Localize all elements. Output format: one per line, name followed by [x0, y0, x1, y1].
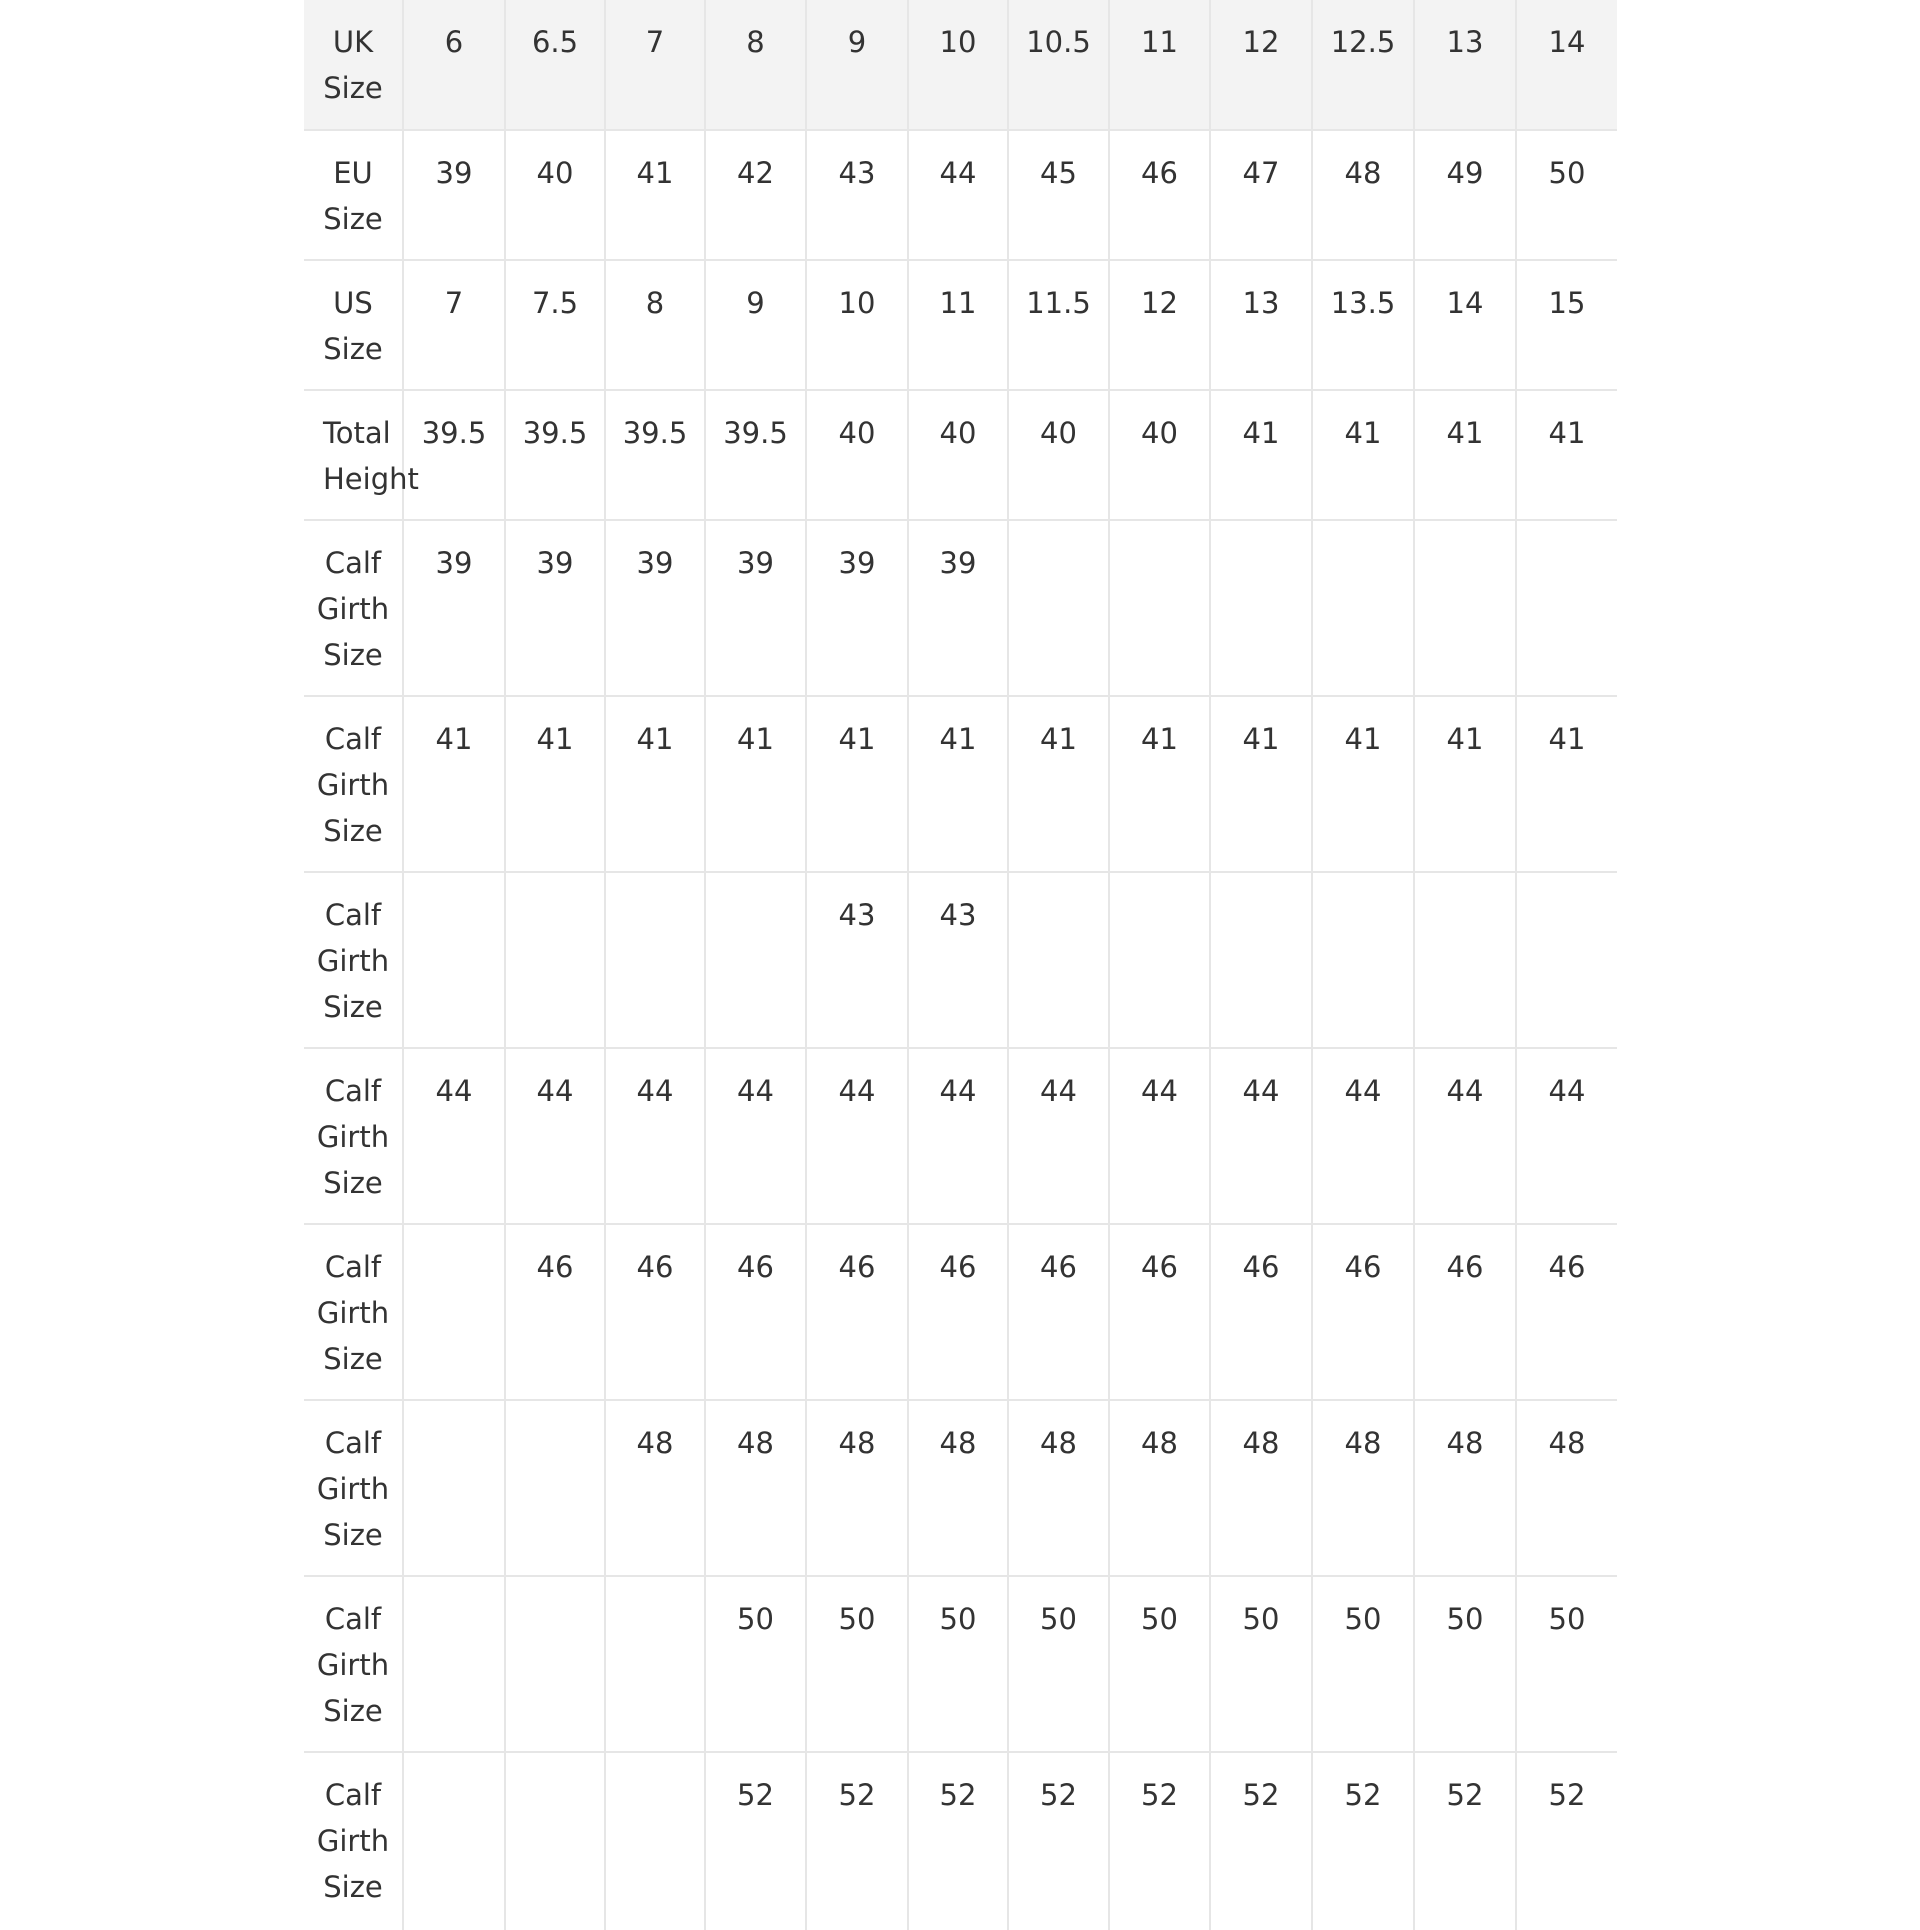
table-cell: 12.5	[1312, 0, 1414, 130]
table-cell	[1109, 872, 1210, 1048]
table-cell: 52	[1312, 1752, 1414, 1930]
table-cell: 46	[1109, 130, 1210, 260]
table-cell: 44	[1210, 1048, 1312, 1224]
table-cell: 44	[705, 1048, 806, 1224]
table-cell: 40	[908, 390, 1008, 520]
table-cell: 14	[1414, 260, 1516, 390]
table-cell: 10	[908, 0, 1008, 130]
table-cell: 45	[1008, 130, 1109, 260]
table-cell	[1312, 872, 1414, 1048]
table-cell: 41	[1109, 696, 1210, 872]
row-label: Calf Girth Size	[304, 1048, 403, 1224]
table-cell: 41	[1210, 696, 1312, 872]
table-cell	[605, 872, 705, 1048]
table-cell: 46	[1008, 1224, 1109, 1400]
table-cell: 52	[1414, 1752, 1516, 1930]
table-cell: 50	[1008, 1576, 1109, 1752]
table-cell: 49	[1414, 130, 1516, 260]
uk-size-row	[304, 0, 1617, 130]
table-cell	[403, 872, 505, 1048]
row-label: EU Size	[304, 130, 403, 260]
table-cell	[505, 1752, 605, 1930]
table-cell: 50	[806, 1576, 908, 1752]
table-cell: 39	[505, 520, 605, 696]
table-cell	[1109, 520, 1210, 696]
row-label: Calf Girth Size	[304, 1224, 403, 1400]
table-cell: 50	[1516, 1576, 1617, 1752]
table-cell: 39.5	[505, 390, 605, 520]
row-label: UK Size	[304, 0, 403, 130]
table-cell: 39	[705, 520, 806, 696]
table-cell: 41	[605, 696, 705, 872]
row-label: Calf Girth Size	[304, 1400, 403, 1576]
table-cell: 40	[806, 390, 908, 520]
table-cell: 50	[705, 1576, 806, 1752]
table-cell: 6	[403, 0, 505, 130]
table-cell: 52	[1008, 1752, 1109, 1930]
table-cell: 9	[705, 260, 806, 390]
table-cell: 7	[403, 260, 505, 390]
table-cell: 52	[1109, 1752, 1210, 1930]
table-cell: 41	[403, 696, 505, 872]
table-cell: 52	[705, 1752, 806, 1930]
table-cell: 50	[1414, 1576, 1516, 1752]
table-cell: 46	[1210, 1224, 1312, 1400]
table-cell: 41	[1414, 696, 1516, 872]
table-cell	[1516, 520, 1617, 696]
table-cell	[403, 1752, 505, 1930]
table-cell: 48	[1109, 1400, 1210, 1576]
table-cell: 48	[1312, 130, 1414, 260]
table-cell: 44	[605, 1048, 705, 1224]
table-cell: 52	[806, 1752, 908, 1930]
table-cell: 7.5	[505, 260, 605, 390]
table-cell: 41	[806, 696, 908, 872]
table-cell: 50	[1109, 1576, 1210, 1752]
table-cell: 50	[1516, 130, 1617, 260]
table-cell: 44	[908, 1048, 1008, 1224]
table-cell: 41	[1516, 390, 1617, 520]
table-cell: 41	[505, 696, 605, 872]
table-cell	[505, 1576, 605, 1752]
table-cell: 46	[605, 1224, 705, 1400]
table-cell: 41	[605, 130, 705, 260]
table-cell: 48	[605, 1400, 705, 1576]
table-cell: 13.5	[1312, 260, 1414, 390]
table-cell: 41	[1516, 696, 1617, 872]
table-cell: 40	[1109, 390, 1210, 520]
table-cell: 41	[705, 696, 806, 872]
size-chart-table	[304, 0, 1617, 1930]
table-cell: 41	[1008, 696, 1109, 872]
table-cell	[1008, 520, 1109, 696]
table-cell	[1008, 872, 1109, 1048]
calf-girth-row-50	[304, 1576, 1617, 1752]
size-chart-body	[304, 0, 1617, 1930]
table-cell: 52	[908, 1752, 1008, 1930]
table-cell: 52	[1210, 1752, 1312, 1930]
table-cell: 46	[505, 1224, 605, 1400]
table-cell: 46	[1312, 1224, 1414, 1400]
table-cell: 39.5	[705, 390, 806, 520]
table-cell: 44	[403, 1048, 505, 1224]
table-cell	[505, 872, 605, 1048]
table-cell: 50	[1210, 1576, 1312, 1752]
table-cell	[605, 1752, 705, 1930]
table-cell: 52	[1516, 1752, 1617, 1930]
table-cell	[1414, 520, 1516, 696]
table-cell: 48	[1414, 1400, 1516, 1576]
table-cell: 47	[1210, 130, 1312, 260]
table-cell: 39	[403, 520, 505, 696]
table-cell: 48	[1210, 1400, 1312, 1576]
table-cell: 48	[1516, 1400, 1617, 1576]
table-cell: 9	[806, 0, 908, 130]
table-cell	[403, 1400, 505, 1576]
calf-girth-row-41	[304, 696, 1617, 872]
table-cell: 43	[908, 872, 1008, 1048]
total-height-row	[304, 390, 1617, 520]
calf-girth-row-43	[304, 872, 1617, 1048]
calf-girth-row-46	[304, 1224, 1617, 1400]
table-cell: 40	[505, 130, 605, 260]
calf-girth-row-48	[304, 1400, 1617, 1576]
table-cell	[1312, 520, 1414, 696]
table-cell: 15	[1516, 260, 1617, 390]
table-cell: 48	[806, 1400, 908, 1576]
table-cell: 13	[1414, 0, 1516, 130]
table-cell: 43	[806, 130, 908, 260]
row-label: US Size	[304, 260, 403, 390]
us-size-row	[304, 260, 1617, 390]
row-label: Calf Girth Size	[304, 696, 403, 872]
table-cell: 44	[1312, 1048, 1414, 1224]
table-cell: 39	[806, 520, 908, 696]
table-cell: 46	[1516, 1224, 1617, 1400]
table-cell: 12	[1109, 260, 1210, 390]
table-cell: 44	[505, 1048, 605, 1224]
table-cell: 44	[1516, 1048, 1617, 1224]
table-cell	[1210, 872, 1312, 1048]
table-cell	[403, 1576, 505, 1752]
table-cell: 48	[1312, 1400, 1414, 1576]
table-cell: 13	[1210, 260, 1312, 390]
table-cell	[1516, 872, 1617, 1048]
table-cell: 46	[806, 1224, 908, 1400]
table-cell: 8	[605, 260, 705, 390]
table-cell: 14	[1516, 0, 1617, 130]
table-cell: 11	[1109, 0, 1210, 130]
table-cell: 43	[806, 872, 908, 1048]
table-cell: 46	[1414, 1224, 1516, 1400]
table-cell: 41	[1414, 390, 1516, 520]
table-cell	[505, 1400, 605, 1576]
calf-girth-row-52	[304, 1752, 1617, 1930]
table-cell: 39.5	[605, 390, 705, 520]
table-cell: 48	[705, 1400, 806, 1576]
table-cell: 8	[705, 0, 806, 130]
table-cell: 10.5	[1008, 0, 1109, 130]
table-cell: 7	[605, 0, 705, 130]
table-cell: 41	[1312, 390, 1414, 520]
table-cell: 6.5	[505, 0, 605, 130]
eu-size-row	[304, 130, 1617, 260]
row-label: Calf Girth Size	[304, 520, 403, 696]
table-cell: 44	[806, 1048, 908, 1224]
table-cell: 46	[705, 1224, 806, 1400]
table-cell	[1414, 872, 1516, 1048]
table-cell: 40	[1008, 390, 1109, 520]
table-cell: 41	[908, 696, 1008, 872]
table-cell: 42	[705, 130, 806, 260]
table-cell: 44	[1414, 1048, 1516, 1224]
table-cell: 39.5	[403, 390, 505, 520]
table-cell	[705, 872, 806, 1048]
table-cell: 44	[1008, 1048, 1109, 1224]
table-cell: 11	[908, 260, 1008, 390]
table-cell: 39	[403, 130, 505, 260]
row-label: Calf Girth Size	[304, 1752, 403, 1930]
table-cell: 50	[1312, 1576, 1414, 1752]
table-cell: 41	[1210, 390, 1312, 520]
table-cell: 46	[908, 1224, 1008, 1400]
table-cell: 11.5	[1008, 260, 1109, 390]
row-label: Calf Girth Size	[304, 872, 403, 1048]
calf-girth-row-44	[304, 1048, 1617, 1224]
table-cell: 10	[806, 260, 908, 390]
table-cell: 50	[908, 1576, 1008, 1752]
table-cell	[1210, 520, 1312, 696]
table-cell: 44	[1109, 1048, 1210, 1224]
table-cell: 39	[908, 520, 1008, 696]
table-cell: 39	[605, 520, 705, 696]
table-cell	[403, 1224, 505, 1400]
table-cell: 48	[1008, 1400, 1109, 1576]
row-label: Total Height	[304, 390, 403, 520]
row-label: Calf Girth Size	[304, 1576, 403, 1752]
table-cell: 44	[908, 130, 1008, 260]
table-cell: 48	[908, 1400, 1008, 1576]
table-cell: 46	[1109, 1224, 1210, 1400]
table-cell: 12	[1210, 0, 1312, 130]
table-cell	[605, 1576, 705, 1752]
table-cell: 41	[1312, 696, 1414, 872]
calf-girth-row-39	[304, 520, 1617, 696]
